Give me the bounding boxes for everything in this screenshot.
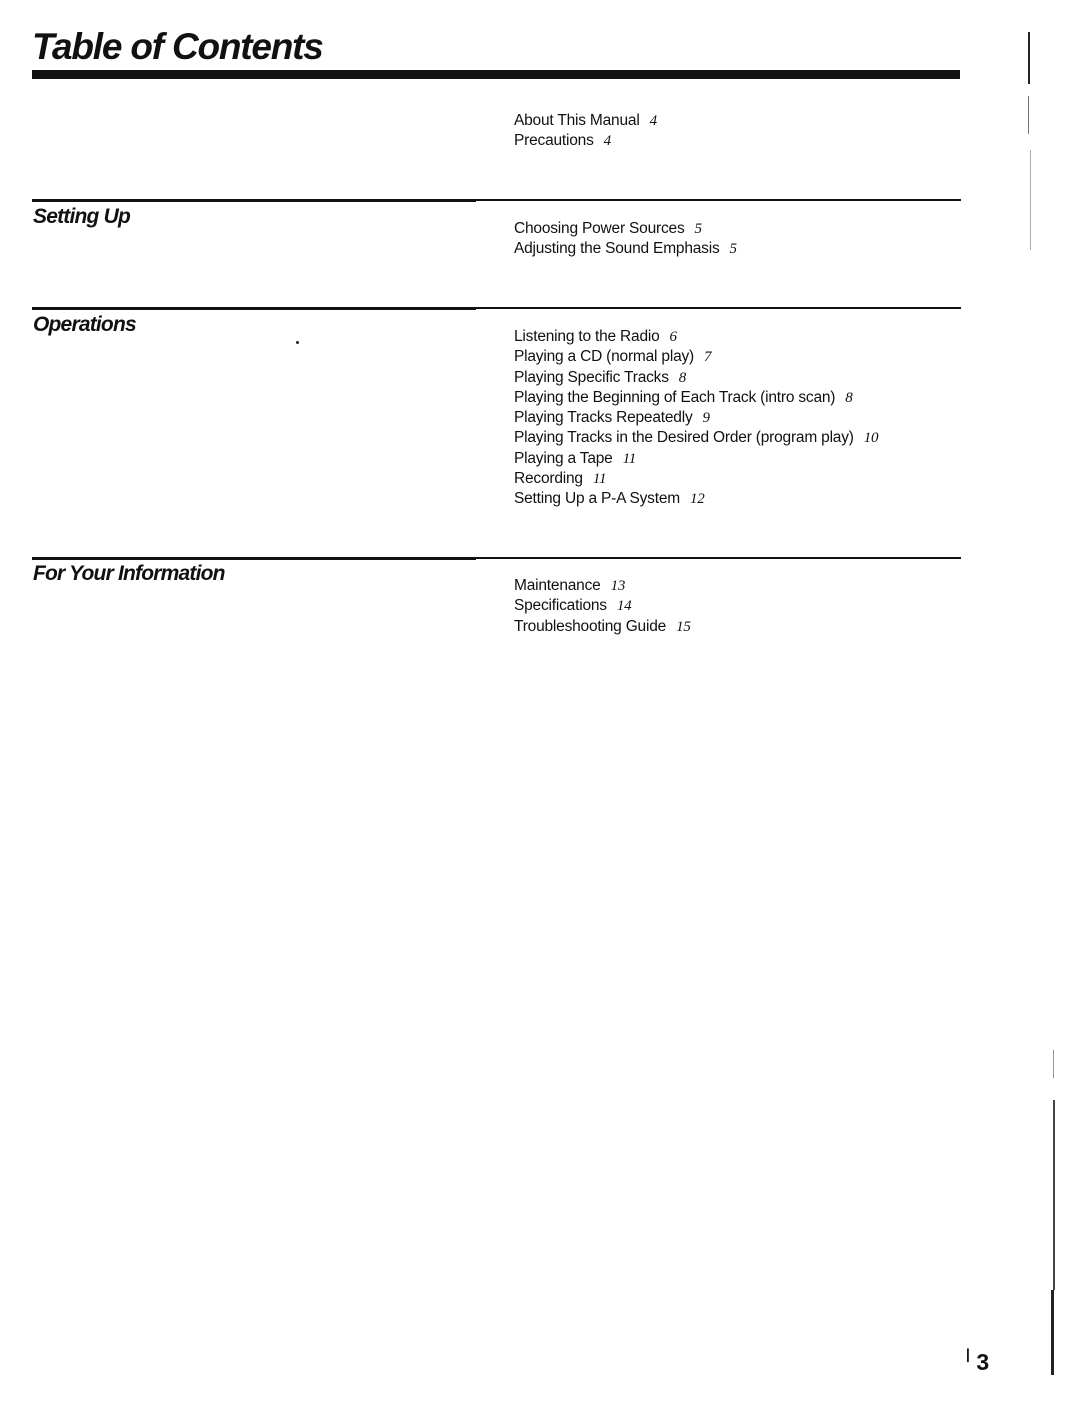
- section-heading-for-your-information: For Your Information: [33, 562, 225, 585]
- section-rule: [32, 199, 476, 202]
- section-rule-thin: [476, 199, 961, 201]
- toc-entry-page: 10: [863, 430, 879, 447]
- toc-entry-label: Recording: [514, 470, 583, 488]
- toc-entry-page: 11: [622, 450, 637, 467]
- toc-entry-label: About This Manual: [514, 112, 640, 129]
- toc-entry[interactable]: [514, 449, 878, 469]
- toc-entry-page: 5: [729, 241, 737, 258]
- toc-entry[interactable]: [514, 596, 691, 616]
- toc-entry-label: Maintenance: [514, 577, 601, 594]
- toc-entry[interactable]: [514, 576, 691, 596]
- toc-entry-page: 13: [610, 578, 626, 594]
- toc-entry-page: 14: [616, 598, 632, 615]
- toc-entry-label: Troubleshooting Guide: [514, 617, 667, 635]
- toc-entry-page: 4: [603, 133, 611, 150]
- toc-entry-label: Playing Tracks in the Desired Order (program play): [514, 429, 854, 447]
- toc-entry-page: 7: [704, 349, 712, 366]
- toc-entry[interactable]: [514, 489, 878, 509]
- toc-entry[interactable]: [514, 408, 878, 428]
- page-number-tick: ╵: [961, 1349, 975, 1375]
- toc-entry[interactable]: [514, 388, 878, 408]
- toc-entry-label: Precautions: [514, 132, 594, 150]
- toc-entry-label: Listening to the Radio: [514, 328, 660, 345]
- toc-entry-label: Adjusting the Sound Emphasis: [514, 240, 720, 258]
- toc-entry-label: Playing Specific Tracks: [514, 368, 669, 386]
- toc-entry-page: 5: [694, 221, 702, 237]
- toc-entry[interactable]: [514, 617, 691, 637]
- toc-entry-label: Specifications: [514, 597, 607, 615]
- toc-entry-label: Playing a Tape: [514, 449, 613, 467]
- page-number-value: 3: [976, 1349, 989, 1375]
- for-your-information-entry-list: [514, 576, 691, 637]
- page-number: [961, 1351, 989, 1374]
- page-title: Table of Contents: [32, 26, 323, 67]
- toc-entry-page: 12: [689, 491, 705, 508]
- section-rule-thin: [476, 557, 961, 559]
- toc-entry-label: Playing the Beginning of Each Track (intro scan): [514, 388, 836, 406]
- margin-scan-line: [1053, 1100, 1055, 1290]
- section-heading-setting-up: Setting Up: [33, 205, 130, 228]
- toc-entry-page: 15: [676, 618, 691, 635]
- toc-entry-page: 8: [678, 369, 687, 386]
- intro-entry-list: [514, 111, 657, 152]
- margin-scan-line: [1028, 96, 1029, 134]
- toc-entry-label: Choosing Power Sources: [514, 220, 685, 237]
- margin-scan-line: [1053, 1050, 1054, 1078]
- setting-up-entry-list: [514, 219, 737, 260]
- toc-entry[interactable]: [514, 327, 878, 347]
- toc-entry-label: Setting Up a P-A System: [514, 490, 680, 508]
- toc-entry[interactable]: [514, 368, 878, 388]
- toc-entry-label: Playing a CD (normal play): [514, 348, 695, 366]
- toc-entry[interactable]: [514, 347, 878, 367]
- operations-entry-list: [514, 327, 878, 510]
- scan-dot: [296, 341, 299, 344]
- toc-entry-page: 4: [649, 113, 657, 129]
- toc-entry[interactable]: [514, 111, 657, 131]
- margin-scan-line: [1028, 32, 1030, 84]
- section-rule-thin: [476, 307, 961, 309]
- toc-entry[interactable]: [514, 239, 737, 259]
- toc-entry-page: 6: [669, 329, 677, 345]
- toc-entry[interactable]: [514, 131, 657, 151]
- toc-entry-page: 9: [702, 410, 710, 427]
- margin-scan-line: [1030, 150, 1031, 250]
- section-rule: [32, 557, 476, 560]
- toc-entry[interactable]: [514, 469, 878, 489]
- toc-entry[interactable]: [514, 219, 737, 239]
- toc-entry-page: 11: [592, 471, 607, 488]
- toc-entry-label: Playing Tracks Repeatedly: [514, 409, 693, 427]
- title-rule: [32, 70, 960, 79]
- toc-entry[interactable]: [514, 428, 878, 448]
- margin-scan-line: [1051, 1290, 1054, 1375]
- section-heading-operations: Operations: [33, 313, 136, 336]
- section-rule: [32, 307, 476, 310]
- toc-entry-page: 8: [845, 389, 853, 406]
